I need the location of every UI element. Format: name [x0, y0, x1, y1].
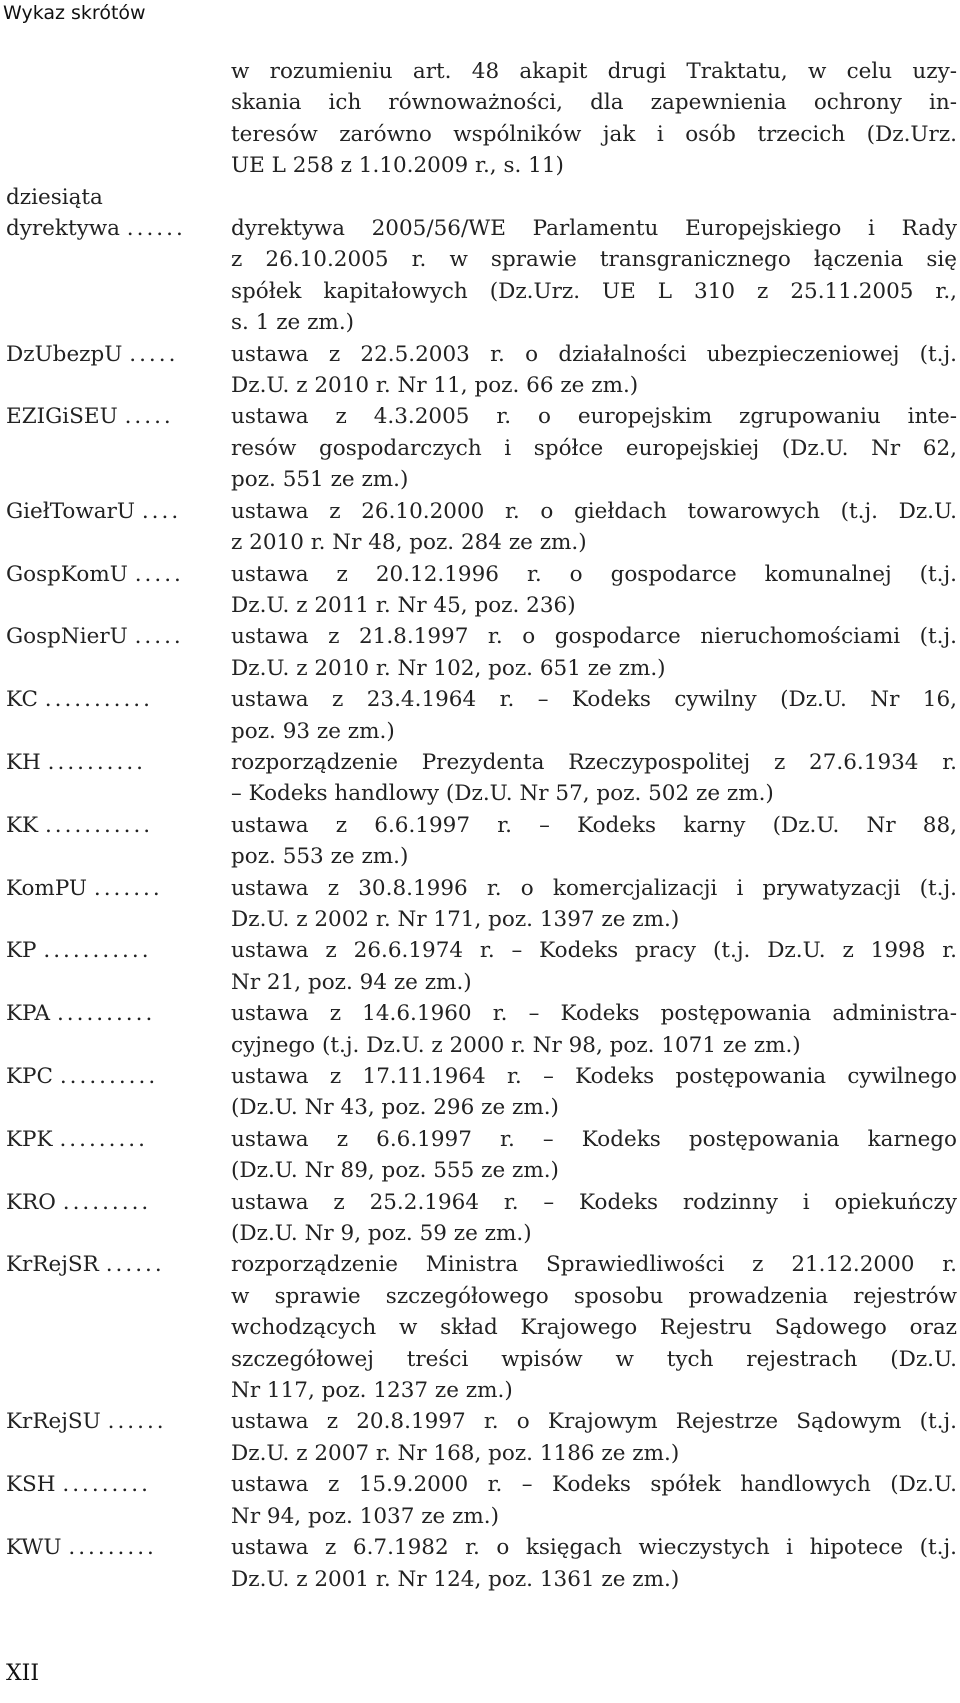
dot-leader: .....	[124, 404, 174, 430]
dot-leader: ......	[107, 1409, 167, 1435]
dot-leader: .....	[129, 341, 179, 367]
definition-line: ustawa z 14.6.1960 r. – Kodeks postępowania administra-	[231, 1001, 957, 1027]
abbreviation-entry	[0, 810, 960, 873]
definition-line: cyjnego (t.j. Dz.U. z 2000 r. Nr 98, poz. 1071 ze zm.)	[231, 1032, 801, 1058]
definition-line: spółek kapitałowych (Dz.Urz. UE L 310 z 25.11.2005 r.,	[231, 278, 957, 304]
definition-line: w sprawie szczegółowego sposobu prowadzenia rejestrów	[231, 1283, 957, 1309]
abbreviation-term	[6, 998, 228, 1029]
abbreviation-entry	[0, 935, 960, 998]
abbreviation-definition	[231, 935, 957, 998]
abbreviation-term	[6, 621, 228, 652]
definition-line: dyrektywa 2005/56/WE Parlamentu Europejskiego i Rady	[231, 216, 957, 242]
dot-leader: .........	[62, 1472, 151, 1498]
definition-line: ustawa z 30.8.1996 r. o komercjalizacji i prywatyzacji (t.j.	[231, 875, 957, 901]
abbreviation-label: GospKomU	[6, 561, 128, 587]
abbreviation-label: KomPU	[6, 875, 88, 901]
definition-line: ustawa z 22.5.2003 r. o działalności ubezpieczeniowej (t.j.	[231, 341, 957, 367]
abbreviation-term	[6, 684, 228, 715]
dot-leader: .........	[62, 1189, 152, 1215]
abbreviation-term	[6, 1249, 228, 1280]
abbreviation-term	[6, 559, 228, 590]
definition-line: ustawa z 20.12.1996 r. o gospodarce komunalnej (t.j.	[231, 561, 957, 587]
dot-leader: ......	[126, 216, 186, 242]
abbreviation-definition	[231, 873, 957, 936]
dot-leader: .......	[93, 875, 163, 901]
abbreviation-entry	[0, 998, 960, 1061]
entries-container	[0, 213, 960, 1595]
definition-line: wchodzących w skład Krajowego Rejestru Sądowego oraz	[231, 1315, 957, 1341]
abbreviation-entry	[0, 873, 960, 936]
abbreviation-label: KPC	[6, 1064, 53, 1089]
abbreviation-definition	[231, 1406, 957, 1469]
page-number: XII	[6, 1661, 40, 1686]
abbreviation-entry	[0, 1249, 960, 1406]
abbreviation-label: DzUbezpU	[6, 341, 123, 367]
abbreviation-label: KP	[6, 938, 37, 964]
abbreviation-definition	[231, 998, 957, 1061]
definition-line: resów gospodarczych i spółce europejskiej (Dz.U. Nr 62,	[231, 435, 957, 461]
definition-line: ustawa z 17.11.1964 r. – Kodeks postępowania cywilnego	[231, 1064, 957, 1089]
abbreviation-entry	[0, 1124, 960, 1187]
abbreviation-label: KRO	[6, 1189, 56, 1215]
definition-line: (Dz.U. Nr 89, poz. 555 ze zm.)	[231, 1158, 559, 1184]
definition-line: Dz.U. z 2007 r. Nr 168, poz. 1186 ze zm.)	[231, 1440, 680, 1466]
definition-line: ustawa z 21.8.1997 r. o gospodarce nieruchomościami (t.j.	[231, 624, 957, 650]
abbreviation-label: KWU	[6, 1535, 62, 1561]
abbreviation-entry	[0, 621, 960, 684]
abbreviation-definition	[231, 496, 957, 559]
abbreviation-label: KH	[6, 749, 41, 775]
abbreviation-label: KPA	[6, 1001, 51, 1027]
abbreviation-label: dyrektywa	[6, 216, 120, 242]
definition-line: Dz.U. z 2011 r. Nr 45, poz. 236)	[231, 592, 576, 618]
definition-line: ustawa z 4.3.2005 r. o europejskim zgrupowaniu inte-	[231, 404, 957, 430]
abbreviation-definition	[231, 401, 957, 495]
continuation-definition	[231, 56, 957, 182]
abbreviation-entry	[0, 339, 960, 402]
definition-line: (Dz.U. Nr 43, poz. 296 ze zm.)	[231, 1095, 559, 1121]
definition-line: s. 1 ze zm.)	[231, 310, 355, 336]
abbreviation-term	[6, 496, 228, 527]
dot-leader: ...........	[44, 687, 153, 713]
abbreviation-definition	[231, 621, 957, 684]
dot-leader: ......	[105, 1252, 165, 1278]
definition-line: Nr 21, poz. 94 ze zm.)	[231, 969, 472, 995]
abbreviation-label: KrRejSU	[6, 1409, 101, 1435]
definition-line: Dz.U. z 2010 r. Nr 11, poz. 66 ze zm.)	[231, 373, 639, 399]
abbreviation-term	[6, 1532, 228, 1563]
definition-line: szczegółowej treści wpisów w tych rejestrach (Dz.U.	[231, 1346, 957, 1372]
definition-line: (Dz.U. Nr 9, poz. 59 ze zm.)	[231, 1221, 532, 1247]
definition-line: ustawa z 15.9.2000 r. – Kodeks spółek handlowych (Dz.U.	[231, 1472, 957, 1498]
abbreviation-definition	[231, 1532, 957, 1595]
abbreviation-entry	[0, 1532, 960, 1595]
abbreviation-prefix: dziesiąta	[6, 184, 103, 210]
abbreviation-term	[6, 339, 228, 370]
continuation-entry	[0, 56, 960, 182]
abbreviation-entry	[0, 496, 960, 559]
abbreviation-term	[6, 935, 228, 966]
abbreviation-label: KPK	[6, 1126, 53, 1152]
definition-line: ustawa z 6.7.1982 r. o księgach wieczystych i hipotece (t.j.	[231, 1535, 957, 1561]
abbreviation-term	[6, 1061, 228, 1092]
definition-line: ustawa z 25.2.1964 r. – Kodeks rodzinny i opiekuńczy	[231, 1189, 957, 1215]
dot-leader: ..........	[47, 749, 146, 775]
definition-line: rozporządzenie Prezydenta Rzeczypospolitej z 27.6.1934 r.	[231, 749, 957, 775]
abbreviation-entry	[0, 401, 960, 495]
abbreviation-definition	[231, 339, 957, 402]
abbreviation-term	[6, 1406, 228, 1437]
abbreviation-entry	[0, 1061, 960, 1124]
definition-line: Dz.U. z 2010 r. Nr 102, poz. 651 ze zm.)	[231, 655, 666, 681]
abbreviation-label: KSH	[6, 1472, 56, 1498]
abbreviation-definition	[231, 1249, 957, 1406]
definition-line: poz. 93 ze zm.)	[231, 718, 395, 744]
abbreviation-entry	[0, 1469, 960, 1532]
dot-leader: ..........	[56, 1001, 156, 1027]
abbreviation-entry	[0, 684, 960, 747]
abbreviation-definition	[231, 1469, 957, 1532]
abbreviation-label: GospNierU	[6, 624, 128, 650]
abbreviation-label: GiełTowarU	[6, 498, 135, 524]
definition-line: Nr 117, poz. 1237 ze zm.)	[231, 1378, 513, 1404]
abbreviation-definition	[231, 213, 957, 339]
abbreviation-list	[0, 56, 960, 1595]
definition-line: Dz.U. z 2002 r. Nr 171, poz. 1397 ze zm.)	[231, 906, 680, 932]
abbreviation-term	[6, 810, 228, 841]
abbreviation-definition	[231, 747, 957, 810]
abbreviation-entry	[0, 1406, 960, 1469]
definition-line: ustawa z 20.8.1997 r. o Krajowym Rejestrze Sądowym (t.j.	[231, 1409, 957, 1435]
abbreviation-term	[6, 873, 228, 904]
abbreviation-label: KC	[6, 687, 38, 713]
abbreviation-term	[6, 1124, 228, 1155]
definition-line: ustawa z 26.6.1974 r. – Kodeks pracy (t.j. Dz.U. z 1998 r.	[231, 938, 957, 964]
definition-line: z 26.10.2005 r. w sprawie transgranicznego łączenia się	[231, 247, 957, 273]
definition-line: – Kodeks handlowy (Dz.U. Nr 57, poz. 502 ze zm.)	[231, 781, 774, 807]
abbreviation-term	[6, 213, 228, 244]
dot-leader: ...........	[43, 938, 152, 964]
definition-line: poz. 553 ze zm.)	[231, 844, 409, 870]
abbreviation-term	[6, 747, 228, 778]
abbreviation-entry	[0, 747, 960, 810]
dot-leader: ..........	[59, 1064, 159, 1089]
abbreviation-definition	[231, 1061, 957, 1124]
abbreviation-definition	[231, 810, 957, 873]
dot-leader: .....	[134, 624, 184, 650]
definition-line: ustawa z 6.6.1997 r. – Kodeks karny (Dz.U. Nr 88,	[231, 812, 957, 838]
dot-leader: .........	[59, 1126, 148, 1152]
definition-line: ustawa z 23.4.1964 r. – Kodeks cywilny (Dz.U. Nr 16,	[231, 687, 957, 713]
abbreviation-definition	[231, 1187, 957, 1250]
abbreviation-entry	[0, 559, 960, 622]
definition-line: ustawa z 26.10.2000 r. o giełdach towarowych (t.j. Dz.U.	[231, 498, 957, 524]
abbreviation-definition	[231, 684, 957, 747]
dot-leader: .........	[68, 1535, 157, 1561]
abbreviation-definition	[231, 559, 957, 622]
definition-line: ustawa z 6.6.1997 r. – Kodeks postępowania karnego	[231, 1126, 957, 1152]
abbreviation-term	[6, 401, 228, 432]
definition-line: skania ich równoważności, dla zapewnienia ochrony in-	[231, 90, 957, 116]
dot-leader: .....	[134, 561, 184, 587]
definition-line: w rozumieniu art. 48 akapit drugi Traktatu, w celu uzy-	[231, 59, 957, 84]
abbreviation-label: KrRejSR	[6, 1252, 99, 1278]
definition-line: z 2010 r. Nr 48, poz. 284 ze zm.)	[231, 530, 587, 556]
abbreviation-term	[6, 1187, 228, 1218]
abbreviation-label: EZIGiSEU	[6, 404, 118, 430]
abbreviation-entry	[0, 213, 960, 339]
running-header: Wykaz skrótów	[3, 2, 146, 24]
definition-line: poz. 551 ze zm.)	[231, 467, 409, 493]
dot-leader: ...........	[44, 812, 154, 838]
dot-leader: ....	[141, 498, 182, 524]
abbreviation-entry	[0, 1187, 960, 1250]
definition-line: teresów zarówno wspólników jak i osób trzecich (Dz.Urz.	[231, 121, 957, 147]
definition-line: Nr 94, poz. 1037 ze zm.)	[231, 1503, 500, 1529]
abbreviation-definition	[231, 1124, 957, 1187]
abbreviation-term	[6, 1469, 228, 1500]
definition-line: UE L 258 z 1.10.2009 r., s. 11)	[231, 153, 564, 179]
definition-line: Dz.U. z 2001 r. Nr 124, poz. 1361 ze zm.)	[231, 1566, 680, 1592]
abbreviation-label: KK	[6, 812, 39, 838]
definition-line: rozporządzenie Ministra Sprawiedliwości z 21.12.2000 r.	[231, 1252, 957, 1278]
